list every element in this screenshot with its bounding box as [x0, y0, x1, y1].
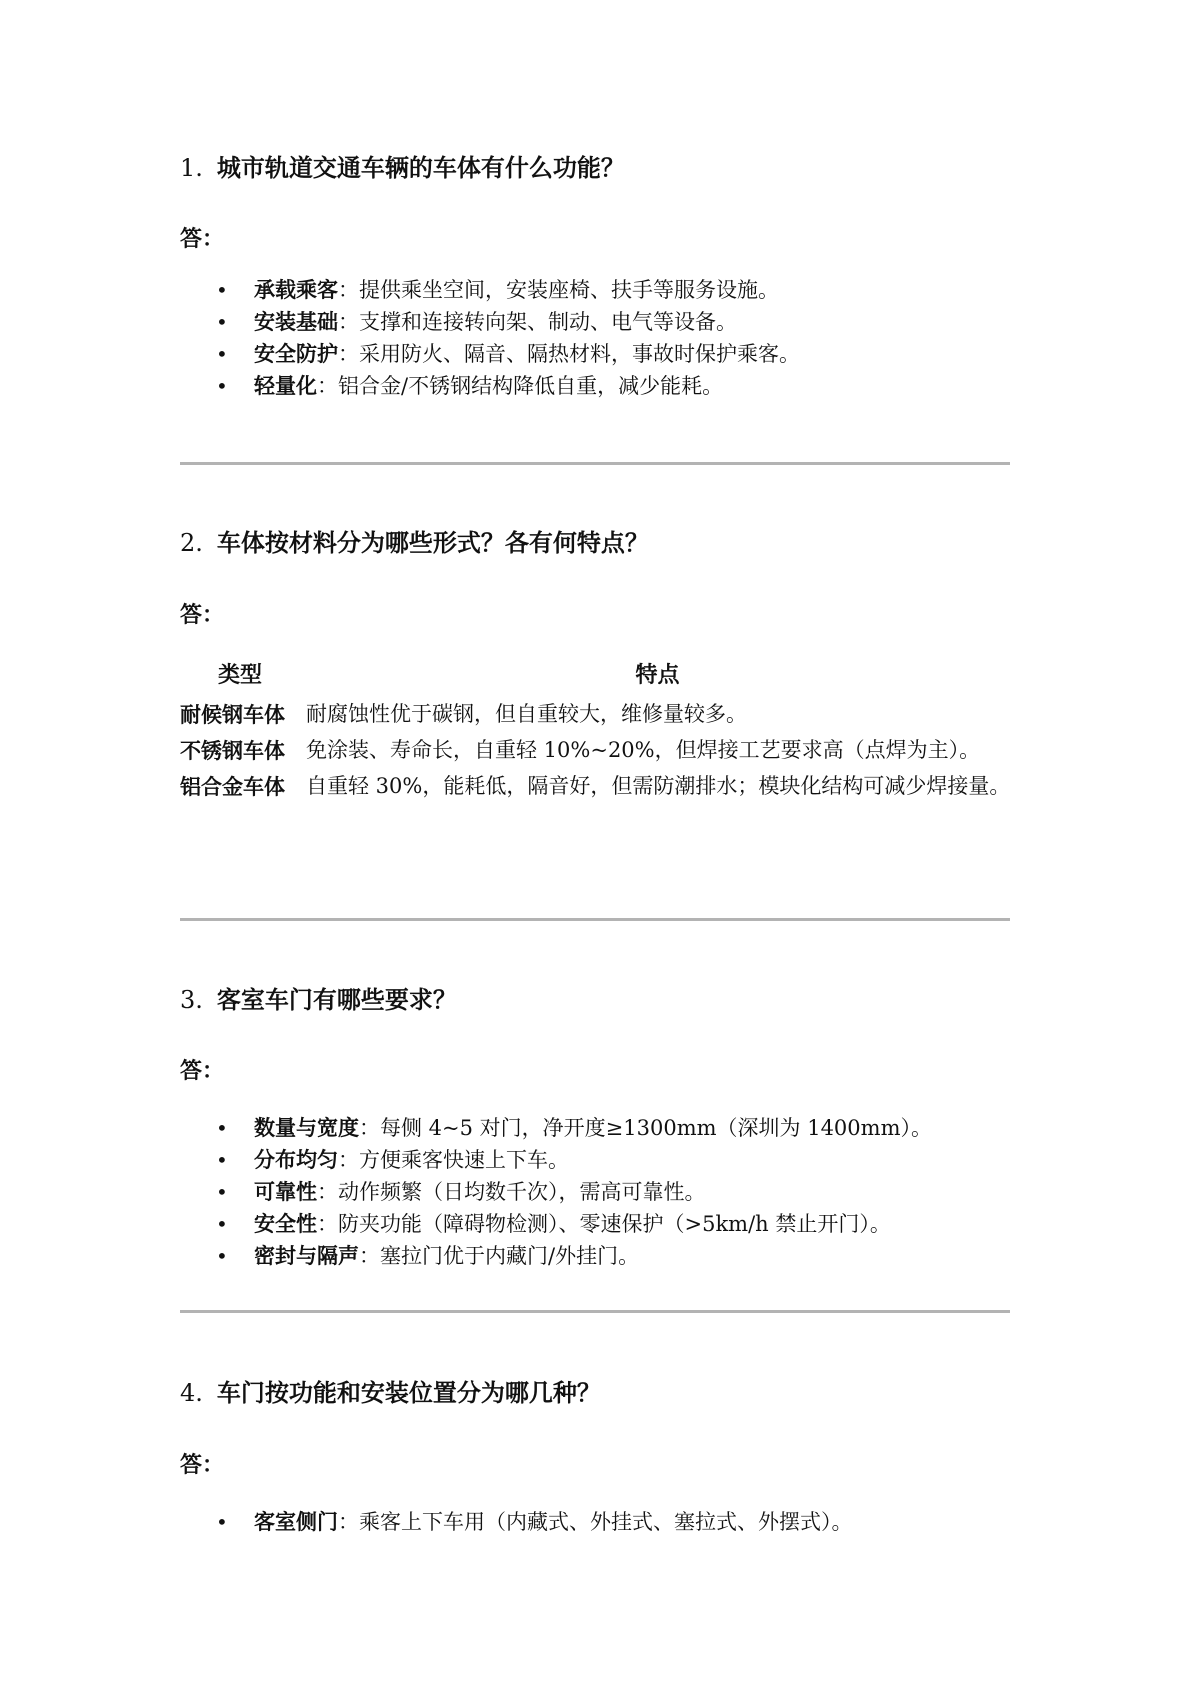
question-2-title — [180, 523, 649, 558]
item-term: 可靠性 — [254, 1179, 317, 1204]
cell-type: 铝合金车体 — [180, 774, 285, 799]
question-number: 4. — [180, 1379, 203, 1407]
section-divider — [180, 918, 1010, 921]
cell-type: 不锈钢车体 — [180, 738, 285, 763]
material-table — [180, 654, 1015, 805]
question-text: 车体按材料分为哪些形式？各有何特点？ — [216, 528, 649, 557]
column-header-features: 特点 — [635, 662, 680, 688]
question-number: 1. — [180, 154, 203, 182]
cell-desc: 免涂装、寿命长，自重轻 10%~20%，但焊接工艺要求高（点焊为主）。 — [306, 738, 981, 762]
item-term: 轻量化 — [254, 373, 317, 398]
item-text: ：铝合金/不锈钢结构降低自重，减少能耗。 — [317, 374, 724, 398]
answer-label: 答： — [180, 226, 225, 252]
answer-list-4 — [180, 1506, 853, 1538]
list-item — [180, 1208, 932, 1240]
question-text: 车门按功能和安装位置分为哪几种？ — [216, 1378, 601, 1407]
list-item — [180, 338, 800, 370]
item-text: ：动作频繁（日均数千次），需高可靠性。 — [317, 1180, 706, 1204]
answer-label: 答： — [180, 602, 225, 628]
list-item — [180, 1144, 932, 1176]
cell-desc: 耐腐蚀性优于碳钢，但自重较大，维修量较多。 — [306, 702, 747, 726]
answer-label: 答： — [180, 1452, 225, 1478]
item-term: 数量与宽度 — [254, 1115, 359, 1140]
item-text: ：方便乘客快速上下车。 — [338, 1148, 569, 1172]
item-text: ：采用防火、隔音、隔热材料，事故时保护乘客。 — [338, 342, 800, 366]
item-text: ：每侧 4~5 对门，净开度≥1300mm（深圳为 1400mm）。 — [359, 1116, 932, 1140]
section-divider — [180, 462, 1010, 465]
cell-desc: 自重轻 30%，能耗低，隔音好，但需防潮排水；模块化结构可减少焊接量。 — [306, 774, 1011, 798]
table-row — [180, 697, 1015, 733]
table-row — [180, 769, 1015, 805]
question-number: 2. — [180, 529, 203, 557]
cell-type: 耐候钢车体 — [180, 702, 285, 727]
answer-label: 答： — [180, 1058, 225, 1084]
item-text: ：提供乘坐空间，安装座椅、扶手等服务设施。 — [338, 278, 779, 302]
item-term: 承载乘客 — [254, 277, 338, 302]
list-item — [180, 1112, 932, 1144]
item-term: 客室侧门 — [254, 1509, 338, 1534]
list-item — [180, 1176, 932, 1208]
list-item — [180, 1240, 932, 1272]
item-text: ：乘客上下车用（内藏式、外挂式、塞拉式、外摆式）。 — [338, 1510, 853, 1534]
question-4-title — [180, 1373, 601, 1408]
answer-list-1 — [180, 274, 800, 402]
item-text: ：支撑和连接转向架、制动、电气等设备。 — [338, 310, 737, 334]
item-term: 安装基础 — [254, 309, 338, 334]
table-header-row — [180, 654, 1015, 697]
list-item — [180, 306, 800, 338]
question-text: 客室车门有哪些要求？ — [216, 985, 457, 1014]
section-divider — [180, 1310, 1010, 1313]
item-term: 密封与隔声 — [254, 1243, 359, 1268]
list-item — [180, 370, 800, 402]
list-item — [180, 1506, 853, 1538]
item-term: 安全防护 — [254, 341, 338, 366]
question-1-title — [180, 148, 625, 183]
item-text: ：防夹功能（障碍物检测）、零速保护（>5km/h 禁止开门）。 — [317, 1212, 891, 1236]
item-text: ：塞拉门优于内藏门/外挂门。 — [359, 1244, 640, 1268]
table-row — [180, 733, 1015, 769]
question-text: 城市轨道交通车辆的车体有什么功能？ — [216, 153, 625, 182]
answer-list-3 — [180, 1112, 932, 1272]
item-term: 安全性 — [254, 1211, 317, 1236]
list-item — [180, 274, 800, 306]
question-3-title — [180, 980, 457, 1015]
item-term: 分布均匀 — [254, 1147, 338, 1172]
column-header-type: 类型 — [217, 662, 262, 688]
question-number: 3. — [180, 986, 203, 1014]
